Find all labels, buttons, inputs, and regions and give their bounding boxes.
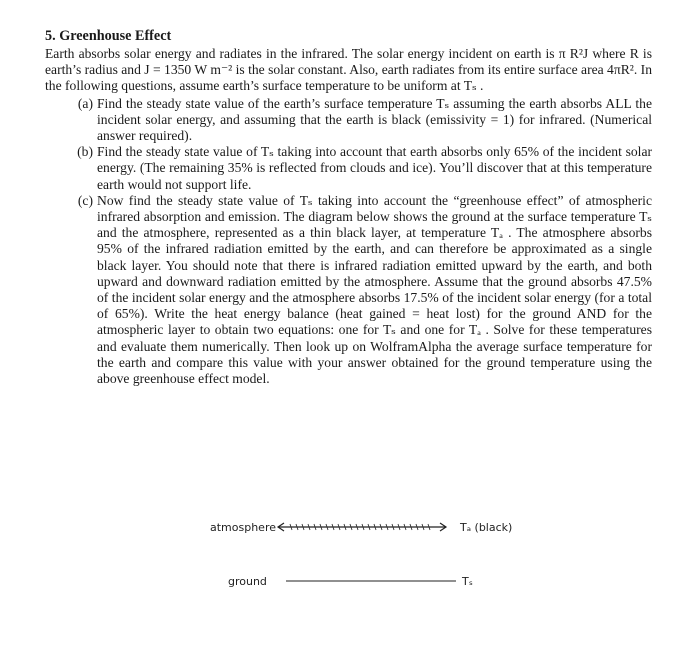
ground-label: ground: [228, 575, 267, 588]
question-list: [45, 96, 652, 388]
problem-document: [45, 28, 652, 387]
atmosphere-label: atmosphere: [210, 521, 276, 534]
question-part-a: [45, 96, 652, 145]
atmosphere-temperature-label: Tₐ (black): [460, 521, 513, 534]
ground-temperature-label: Tₛ: [462, 575, 473, 588]
part-text: Find the steady state value of Tₛ taking into account that earth absorbs only 65% of the incident solar energy. (The remaining 35% is reflected from clouds and ice). You’ll discover that at this temperature earth would not support life.: [97, 144, 652, 192]
part-label: (c): [77, 192, 93, 208]
part-label: (a): [77, 95, 93, 111]
part-text: Now find the steady state value of Tₛ taking into account the “greenhouse effect” of atmospheric infrared absorption and emission. The diagram below shows the ground at the surface temperature Tₛ and the atmosphere, represented as a thin black layer, at temperature Tₐ . The atmosphere absorbs 95% of the infrared radiation emitted by the earth, and can therefore be approximated as a single black layer. You should note that there is infrared radiation emitted upward by the earth, and both upward and downward radiation emitted by the atmosphere. Assume that the ground absorbs 47.5% of the incident solar energy and the atmosphere absorbs 17.5% of the incident solar energy (for a total of 65%). Write the heat energy balance (heat gained = heat lost) for the ground AND for the atmospheric layer to obtain two equations: one for Tₛ and one for Tₐ . Solve for these temperatures and evaluate them numerically. Then look up on WolframAlpha the average surface temperature for the earth and compare this value with your answer obtained for the ground temperature using the above greenhouse effect model.: [97, 192, 652, 387]
question-part-b: [45, 144, 652, 193]
atmosphere-layer: [278, 523, 446, 531]
greenhouse-diagram: [200, 505, 580, 595]
diagram-svg: [200, 505, 580, 595]
problem-title: 5. Greenhouse Effect: [45, 28, 172, 44]
question-part-c: [45, 193, 652, 387]
problem-intro: Earth absorbs solar energy and radiates in the infrared. The solar energy incident on earth is π R²J where R is earth’s radius and J = 1350 W m⁻² is the solar constant. Also, earth radiates from its entire surface area 4πR². In the following questions, assume earth’s surface temperature to be uniform at Tₛ .: [45, 46, 652, 94]
part-text: Find the steady state value of the earth’s surface temperature Tₛ assuming the earth absorbs ALL the incident solar energy, and assuming that the earth is black (emissivity = 1) for infrared. (Numerical answer required).: [97, 95, 652, 144]
part-label: (b): [77, 144, 93, 160]
